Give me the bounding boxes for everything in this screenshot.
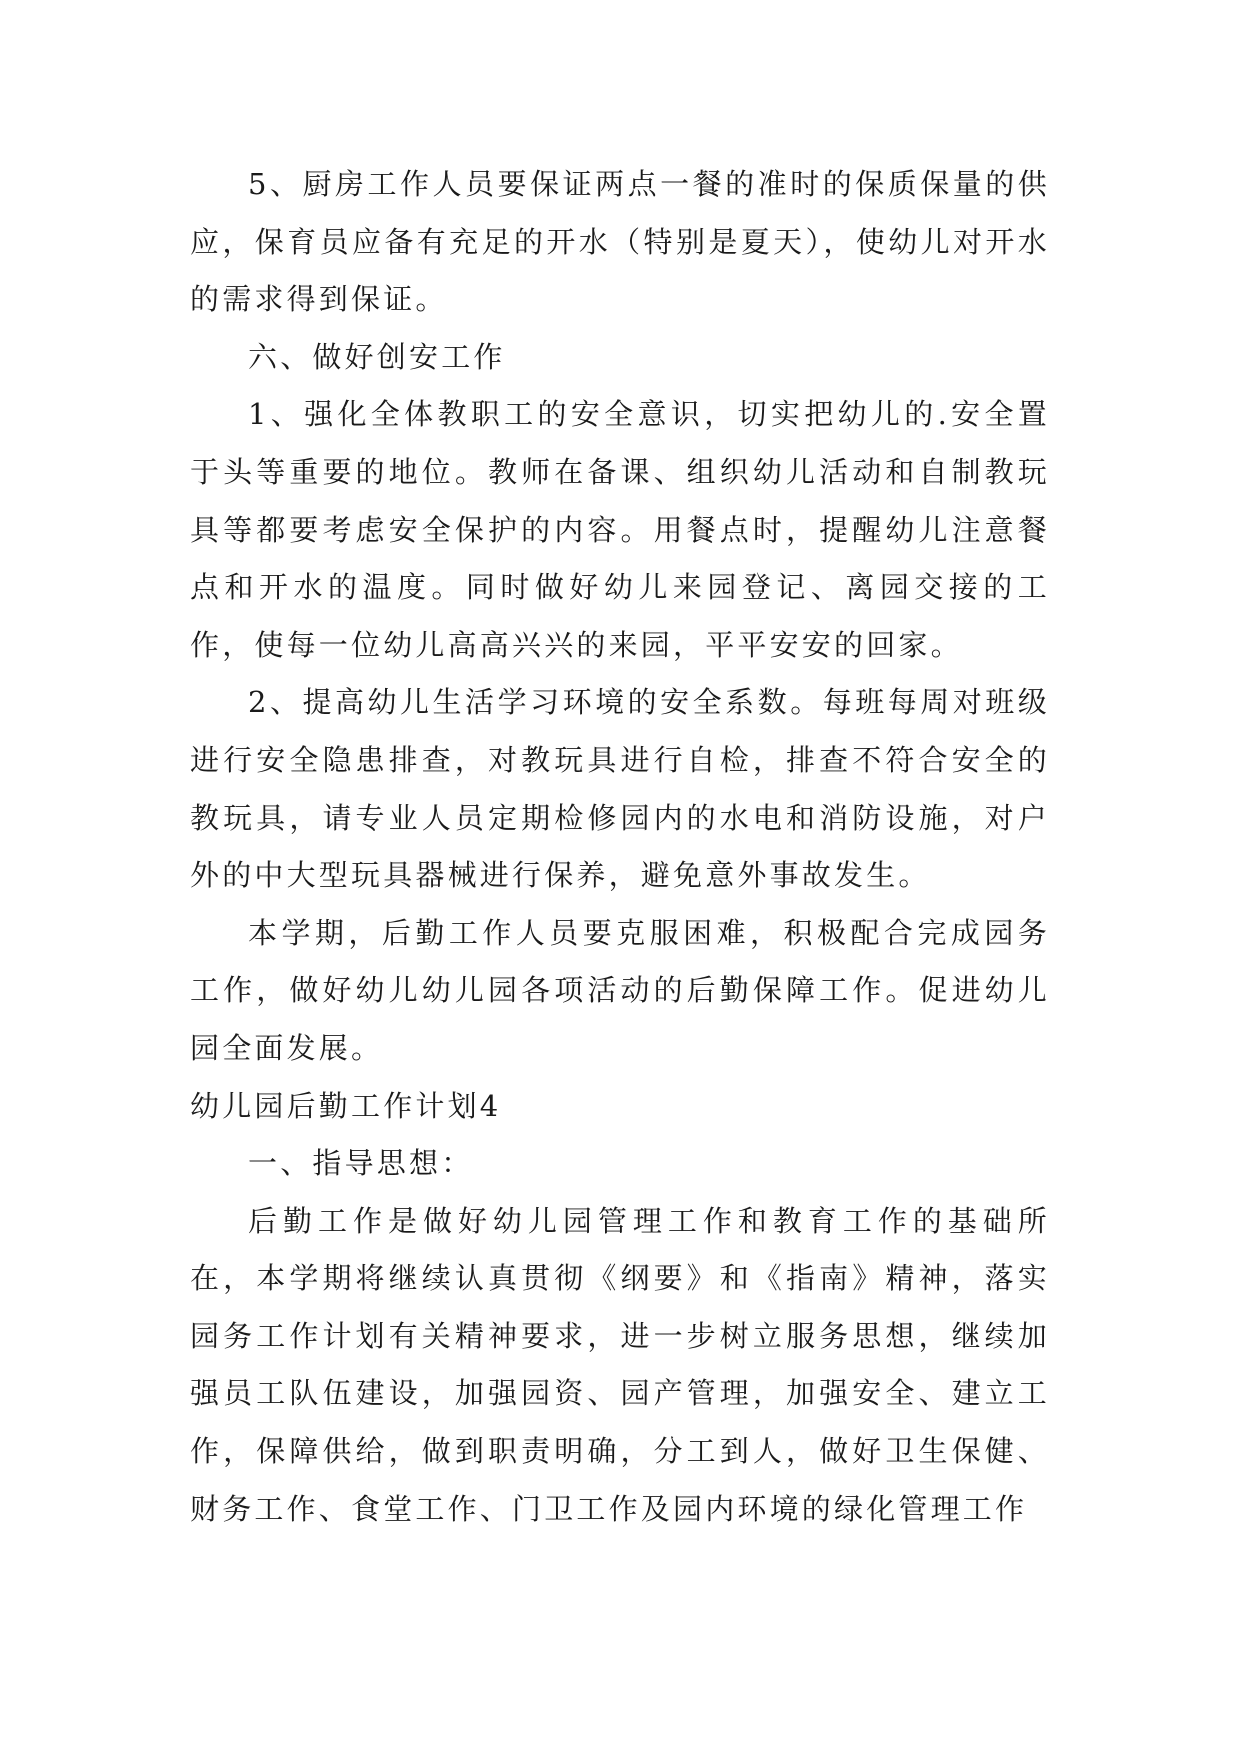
paragraph-semester-summary: 本学期，后勤工作人员要克服困难，积极配合完成园务工作，做好幼儿幼儿园各项活动的后勤保障工作。促进幼儿园全面发展。	[190, 915, 1050, 1065]
document-title-plan-4: 幼儿园后勤工作计划4	[190, 1088, 502, 1123]
paragraph-safety-environment: 2、提高幼儿生活学习环境的安全系数。每班每周对班级进行安全隐患排查，对教玩具进行自检，排查不符合安全的教玩具，请专业人员定期检修园内的水电和消防设施，对户外的中大型玩具器械进行保养，避免意外事故发生。	[190, 685, 1050, 893]
document-body	[190, 156, 1050, 1538]
paragraph-guiding-ideology: 后勤工作是做好幼儿园管理工作和教育工作的基础所在，本学期将继续认真贯彻《纲要》和《指南》精神，落实园务工作计划有关精神要求，进一步树立服务思想，继续加强员工队伍建设，加强园资、园产管理，加强安全、建立工作，保障供给，做到职责明确，分工到人，做好卫生保健、财务工作、食堂工作、门卫工作及园内环境的绿化管理工作	[190, 1203, 1050, 1526]
paragraph-kitchen-supply: 5、厨房工作人员要保证两点一餐的准时的保质保量的供应，保育员应备有充足的开水（特别是夏天），使幼儿对开水的需求得到保证。	[190, 167, 1050, 317]
paragraph-safety-awareness: 1、强化全体教职工的安全意识，切实把幼儿的.安全置于头等重要的地位。教师在备课、组织幼儿活动和自制教玩具等都要考虑安全保护的内容。用餐点时，提醒幼儿注意餐点和开水的温度。同时做好幼儿来园登记、离园交接的工作，使每一位幼儿高高兴兴的来园，平平安安的回家。	[190, 397, 1050, 662]
section-heading-guiding-ideology: 一、指导思想：	[248, 1146, 474, 1181]
section-heading-safety: 六、做好创安工作	[248, 339, 506, 374]
